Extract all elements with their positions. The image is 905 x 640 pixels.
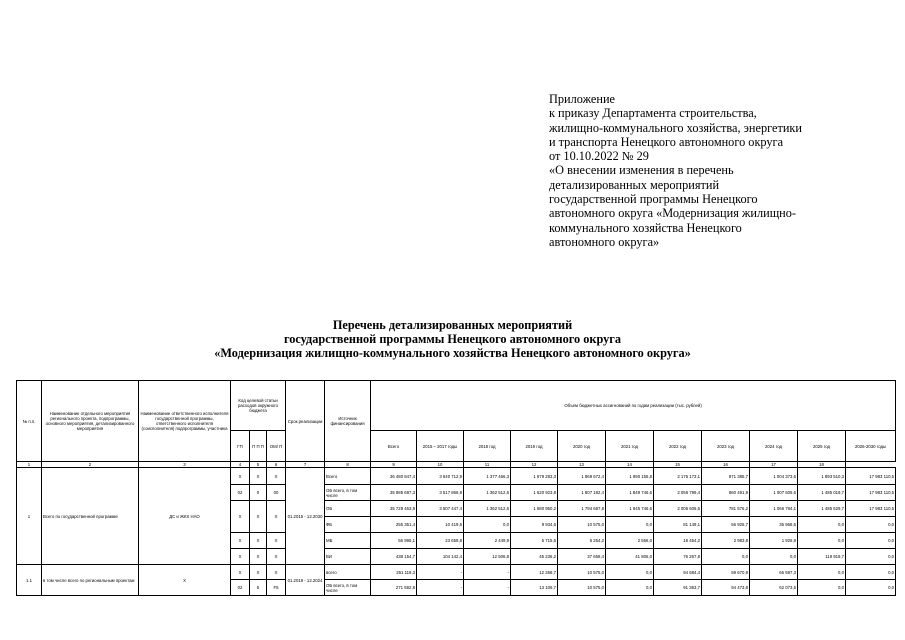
amount-cell: 76 267,8 xyxy=(654,549,702,565)
amount-cell: 2 556,0 xyxy=(606,533,654,549)
appendix-line: государственной программы Ненецкого xyxy=(549,192,758,207)
amount-cell: 1 004 373,6 xyxy=(750,468,798,485)
appendix-line: коммунального хозяйства Ненецкого xyxy=(549,220,742,235)
header-year: 2015 – 2017 годы xyxy=(417,431,464,462)
column-number: 14 xyxy=(606,462,654,468)
row-source: ВИ xyxy=(325,549,371,565)
code-om: X xyxy=(267,501,286,533)
amount-cell: 1 362 512,6 xyxy=(464,485,511,501)
column-number: 12 xyxy=(511,462,558,468)
row-number: 1 xyxy=(17,468,42,565)
amount-cell: 438 154,7 xyxy=(371,549,417,565)
column-number: 13 xyxy=(558,462,606,468)
row-responsible: ДС и ЖКХ НАО xyxy=(139,468,231,565)
amount-cell: 62 073,5 xyxy=(750,580,798,596)
appendix-block xyxy=(549,92,849,249)
amount-cell: 12 268,7 xyxy=(511,565,558,580)
amount-cell: 9 934,6 xyxy=(511,517,558,533)
amount-cell: 0,0 xyxy=(750,549,798,565)
header-year: 2025 год xyxy=(798,431,846,462)
title-line: «Модернизация жилищно-коммунального хозяйства Ненецкого автономного округа» xyxy=(214,346,691,360)
code-gp: X xyxy=(231,501,250,533)
amount-cell: 12 506,8 xyxy=(464,549,511,565)
amount-cell: 1 926,9 xyxy=(750,533,798,549)
column-number: 15 xyxy=(654,462,702,468)
header-no: № п.п. xyxy=(17,381,42,462)
code-pp: X xyxy=(250,501,267,533)
amount-cell: 45 236,2 xyxy=(511,549,558,565)
amount-cell: 781 576,2 xyxy=(702,501,750,517)
header-gp: ГП xyxy=(231,431,250,462)
row-number: 1.1 xyxy=(17,565,42,596)
code-pp: 5 xyxy=(250,580,267,596)
amount-cell: 255 351,4 xyxy=(371,517,417,533)
appendix-line: автономного округа» xyxy=(549,234,660,249)
amount-cell: 1 849 746,6 xyxy=(606,485,654,501)
row-source: всего xyxy=(325,565,371,580)
code-om: X xyxy=(267,549,286,565)
amount-cell: 10 419,5 xyxy=(417,517,464,533)
amount-cell: 35 729 463,9 xyxy=(371,501,417,517)
amount-cell: 3 507 447,4 xyxy=(417,501,464,517)
amount-cell: 18 454,2 xyxy=(654,533,702,549)
amount-cell: 17 983 110,5 xyxy=(846,468,896,485)
amount-cell: 104 142,4 xyxy=(417,549,464,565)
title-line: государственной программы Ненецкого автономного округа xyxy=(283,332,622,346)
header-year: 2018 год xyxy=(464,431,511,462)
amount-cell: 1 890 155,8 xyxy=(606,468,654,485)
code-om: X xyxy=(267,533,286,549)
header-year: 2020 год xyxy=(558,431,606,462)
amount-cell: 1 794 687,8 xyxy=(558,501,606,517)
amount-cell: 35 968,5 xyxy=(750,517,798,533)
amount-cell: 35 985 697,3 xyxy=(371,485,417,501)
appendix-line: от 10.10.2022 № 29 xyxy=(549,149,649,164)
code-gp: X xyxy=(231,533,250,549)
amount-cell: 2 005 606,5 xyxy=(654,501,702,517)
amount-cell: 0,0 xyxy=(846,580,896,596)
amount-cell: 1 679 283,3 xyxy=(511,468,558,485)
amount-cell: - xyxy=(464,565,511,580)
column-number: 2 xyxy=(42,462,139,468)
amount-cell: 0,0 xyxy=(846,517,896,533)
amount-cell: 56 995,1 xyxy=(371,533,417,549)
amount-cell: 3 640 712,9 xyxy=(417,468,464,485)
activities-table xyxy=(16,380,896,596)
amount-cell: 1 807 182,4 xyxy=(558,485,606,501)
amount-cell: 2 056 799,4 xyxy=(654,485,702,501)
amount-cell: 0,0 xyxy=(846,565,896,580)
header-budget-code: Код целевой статьи расходов окружного бюджета xyxy=(231,381,286,431)
amount-cell: 10 575,0 xyxy=(558,517,606,533)
code-om: X xyxy=(267,468,286,485)
amount-cell: 41 806,0 xyxy=(606,549,654,565)
amount-cell: - xyxy=(417,580,464,596)
column-number: 8 xyxy=(325,462,371,468)
column-number: 7 xyxy=(286,462,325,468)
amount-cell: 2 175 173,1 xyxy=(654,468,702,485)
amount-cell: 1 680 950,2 xyxy=(511,501,558,517)
amount-cell: 0,0 xyxy=(702,549,750,565)
code-om: X xyxy=(267,565,286,580)
amount-cell: 271 592,8 xyxy=(371,580,417,596)
code-om: F5 xyxy=(267,580,286,596)
header-pp: П П П xyxy=(250,431,267,462)
amount-cell: 0,0 xyxy=(846,549,896,565)
column-number: 10 xyxy=(417,462,464,468)
row-term: 01.2019 - 12.2024 xyxy=(286,565,325,596)
code-pp: X xyxy=(250,533,267,549)
amount-cell: 0,0 xyxy=(798,580,846,596)
row-source: ОБ всего, в том числе xyxy=(325,485,371,501)
amount-cell: 17 983 110,5 xyxy=(846,485,896,501)
table-row xyxy=(17,565,896,580)
amount-cell: 0,0 xyxy=(606,565,654,580)
amount-cell: 10 575,0 xyxy=(558,580,606,596)
row-term: 01.2015 - 12.2030 xyxy=(286,468,325,565)
amount-cell: 2 449,9 xyxy=(464,533,511,549)
row-source: ОБ xyxy=(325,501,371,517)
amount-cell: 251 119,3 xyxy=(371,565,417,580)
header-source: Источник финансирования xyxy=(325,381,371,462)
amount-cell: 1 362 512,6 xyxy=(464,501,511,517)
row-name: в том числе всего по региональным проектам xyxy=(42,565,139,596)
column-number: 18 xyxy=(798,462,846,468)
row-source: ОБ всего, в том числе xyxy=(325,580,371,596)
amount-cell: 0,0 xyxy=(798,517,846,533)
amount-cell: 6 254,2 xyxy=(558,533,606,549)
code-om: 00 xyxy=(267,485,286,501)
appendix-line: автономного округа «Модернизация жилищно- xyxy=(549,206,797,221)
column-number: 5 xyxy=(250,462,267,468)
amount-cell: 17 983 110,5 xyxy=(846,501,896,517)
header-year: 2021 год xyxy=(606,431,654,462)
amount-cell: 10 575,0 xyxy=(558,565,606,580)
appendix-line: жилищно-коммунального хозяйства, энергетики xyxy=(549,120,802,135)
amount-cell: 65 597,3 xyxy=(750,565,798,580)
appendix-line: к приказу Департамента строительства, xyxy=(549,106,757,121)
code-gp: 02 xyxy=(231,485,250,501)
table-row xyxy=(17,468,896,485)
title-line: Перечень детализированных мероприятий xyxy=(332,318,573,332)
amount-cell: 56 925,7 xyxy=(702,517,750,533)
row-name: Всего по государственной программе xyxy=(42,468,139,565)
amount-cell: 36 480 847,4 xyxy=(371,468,417,485)
amount-cell: 94 473,8 xyxy=(702,580,750,596)
code-gp: X xyxy=(231,468,250,485)
amount-cell: - xyxy=(417,565,464,580)
header-year: 2024 год xyxy=(750,431,798,462)
row-source: Всего xyxy=(325,468,371,485)
amount-cell: 1 620 923,8 xyxy=(511,485,558,501)
amount-cell: 0,0 xyxy=(606,517,654,533)
amount-cell: 1 377 466,3 xyxy=(464,468,511,485)
amount-cell: 81 149,1 xyxy=(654,517,702,533)
column-number: 16 xyxy=(702,462,750,468)
code-pp: 0 xyxy=(250,485,267,501)
amount-cell: 5 715,5 xyxy=(511,533,558,549)
amount-cell: 94 684,4 xyxy=(654,565,702,580)
column-number: 17 xyxy=(750,462,798,468)
header-name: Наименование отдельного мероприятия регионального проекта, подпрограммы, основного мероприятия, детализированного мероприятия xyxy=(42,381,139,462)
amount-cell: 0,0 xyxy=(798,565,846,580)
document-title xyxy=(0,318,905,360)
code-pp: X xyxy=(250,468,267,485)
row-source: ФБ xyxy=(325,517,371,533)
column-number: 3 xyxy=(139,462,231,468)
amount-cell: 119 919,7 xyxy=(798,549,846,565)
amount-cell: 2 983,8 xyxy=(702,533,750,549)
row-source: МБ xyxy=(325,533,371,549)
code-pp: X xyxy=(250,549,267,565)
amount-cell: 59 670,9 xyxy=(702,565,750,580)
code-gp: X xyxy=(231,565,250,580)
code-gp: 02 xyxy=(231,580,250,596)
appendix-line: Приложение xyxy=(549,92,615,106)
code-pp: X xyxy=(250,565,267,580)
appendix-line: детализированных мероприятий xyxy=(549,177,720,192)
amount-cell: 1 485 019,7 xyxy=(798,485,846,501)
column-number: 11 xyxy=(464,462,511,468)
column-number: 1 xyxy=(17,462,42,468)
header-year: 2022 год xyxy=(654,431,702,462)
amount-cell: 91 363,7 xyxy=(654,580,702,596)
amount-cell: 1 485 629,7 xyxy=(798,501,846,517)
column-number: 6 xyxy=(267,462,286,468)
header-year: 2019 год xyxy=(511,431,558,462)
header-year: 2023 год xyxy=(702,431,750,462)
column-number: 9 xyxy=(371,462,417,468)
code-gp: X xyxy=(231,549,250,565)
row-responsible: X xyxy=(139,565,231,596)
appendix-line: и транспорта Ненецкого автономного округа xyxy=(549,134,784,149)
header-term: Срок реализации xyxy=(286,381,325,462)
header-year: Всего xyxy=(371,431,417,462)
header-responsible: Наименование ответственного исполнителя государственной программы, ответственного исполнителя (соисполнителя) подпрограммы, участника xyxy=(139,381,231,462)
amount-cell: 1 007 605,6 xyxy=(750,485,798,501)
amount-cell: - xyxy=(464,580,511,596)
amount-cell: 0,0 xyxy=(464,517,511,533)
header-year: 2026-2030 годы xyxy=(846,431,896,462)
header-volume: Объем бюджетных ассигнований по годам реализации (тыс. рублей) xyxy=(371,381,896,431)
column-number: 4 xyxy=(231,462,250,468)
header-om: ОМ/ П xyxy=(267,431,286,462)
amount-cell: 860 491,9 xyxy=(702,485,750,501)
amount-cell: 1 893 510,3 xyxy=(798,468,846,485)
amount-cell: 1 845 746,6 xyxy=(606,501,654,517)
amount-cell: 3 517 866,9 xyxy=(417,485,464,501)
amount-cell: 871 385,7 xyxy=(702,468,750,485)
appendix-line: «О внесении изменения в перечень xyxy=(549,163,734,178)
amount-cell: 0,0 xyxy=(606,580,654,596)
amount-cell: 37 658,4 xyxy=(558,549,606,565)
amount-cell: 1 869 672,4 xyxy=(558,468,606,485)
amount-cell: 23 658,8 xyxy=(417,533,464,549)
amount-cell: 0,0 xyxy=(846,533,896,549)
amount-cell: 13 106,7 xyxy=(511,580,558,596)
amount-cell: 1 066 784,1 xyxy=(750,501,798,517)
amount-cell: 0,0 xyxy=(798,533,846,549)
